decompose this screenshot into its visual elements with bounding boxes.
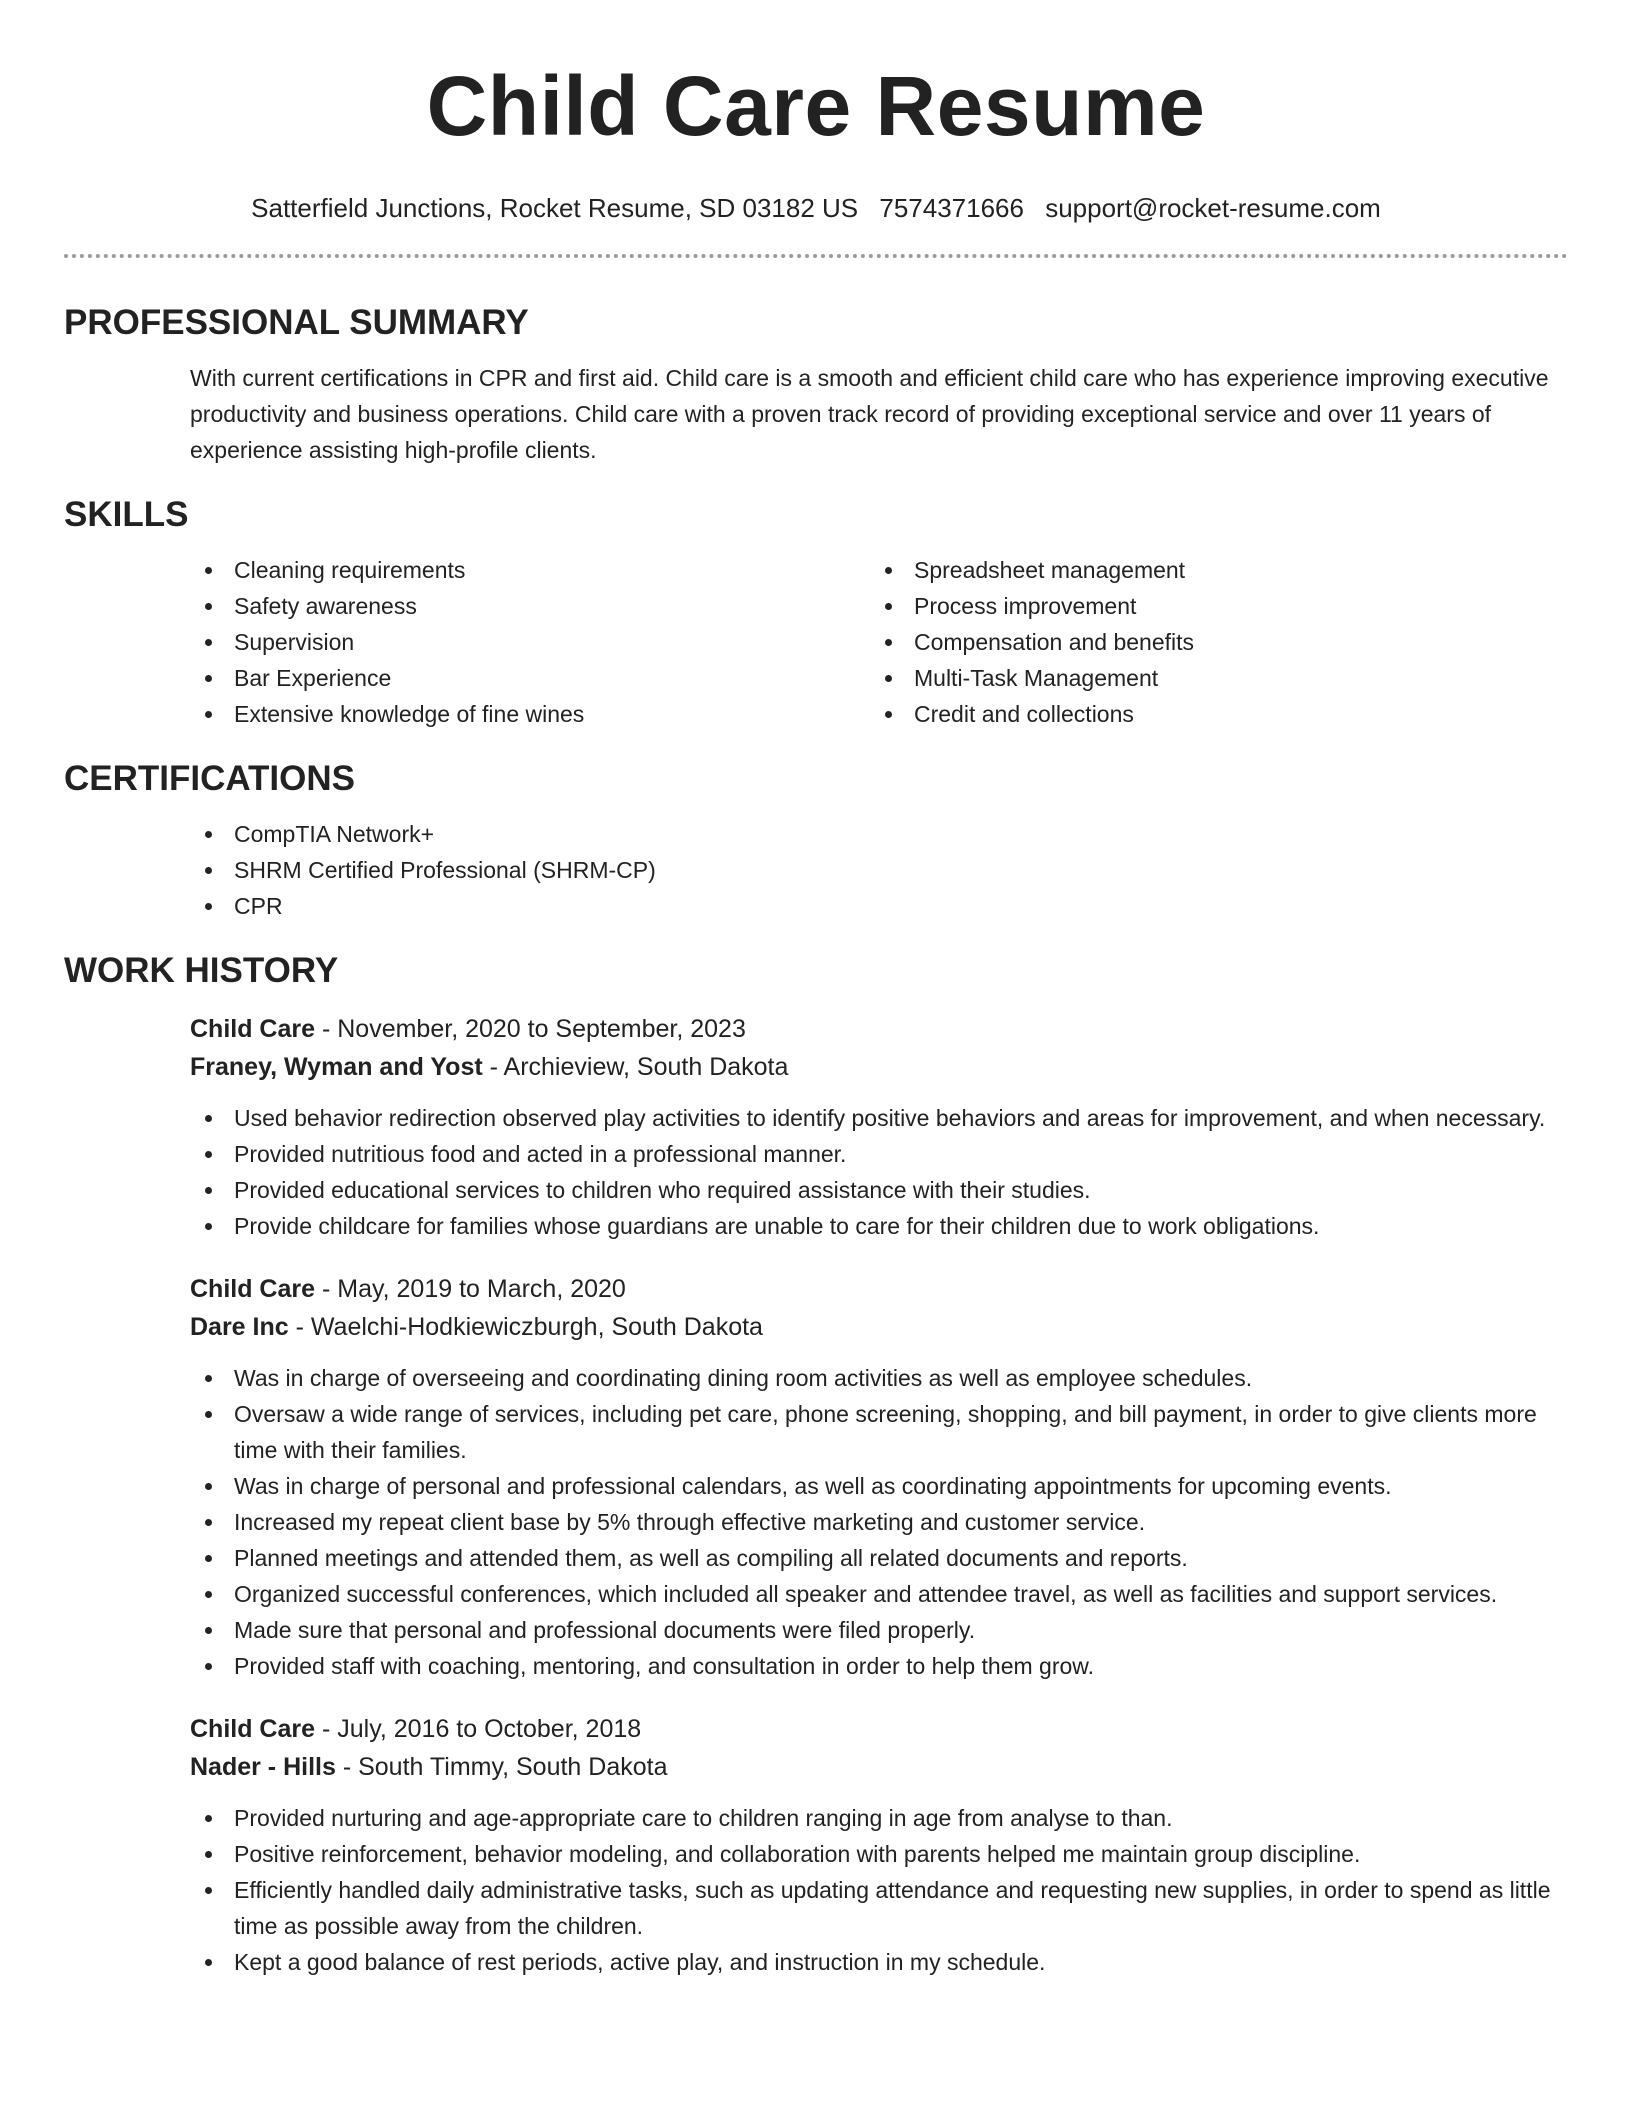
skill-item: Cleaning requirements bbox=[190, 552, 870, 588]
job-bullet: Was in charge of overseeing and coordinating dining room activities as well as employee schedules. bbox=[190, 1360, 1568, 1396]
job-title-line bbox=[190, 1010, 1568, 1048]
job-company-line bbox=[190, 1048, 1568, 1086]
job-entry bbox=[190, 1710, 1568, 1980]
job-dates: - July, 2016 to October, 2018 bbox=[315, 1715, 642, 1743]
skills-columns bbox=[190, 552, 1568, 732]
certifications-bullets bbox=[190, 816, 1568, 924]
job-company: Franey, Wyman and Yost bbox=[190, 1053, 483, 1081]
certifications-list bbox=[64, 816, 1568, 924]
job-bullet: Provide childcare for families whose guardians are unable to care for their children due to work obligations. bbox=[190, 1208, 1568, 1244]
summary-heading: PROFESSIONAL SUMMARY bbox=[64, 303, 529, 342]
header-divider bbox=[64, 254, 1568, 258]
skill-item: Multi-Task Management bbox=[870, 660, 1568, 696]
skill-item: Credit and collections bbox=[870, 696, 1568, 732]
certifications-heading: CERTIFICATIONS bbox=[64, 759, 356, 798]
job-bullet: Provided educational services to children who required assistance with their studies. bbox=[190, 1172, 1568, 1208]
job-location: - Waelchi-Hodkiewiczburgh, South Dakota bbox=[288, 1313, 763, 1341]
certification-item: CPR bbox=[190, 888, 1568, 924]
job-dates: - November, 2020 to September, 2023 bbox=[315, 1015, 746, 1043]
job-bullets bbox=[190, 1360, 1568, 1684]
job-location: - Archieview, South Dakota bbox=[482, 1053, 789, 1081]
skills-column-left bbox=[190, 552, 870, 732]
job-bullet: Positive reinforcement, behavior modeling, and collaboration with parents helped me maintain group discipline. bbox=[190, 1836, 1568, 1872]
skill-item: Extensive knowledge of fine wines bbox=[190, 696, 870, 732]
skill-item: Safety awareness bbox=[190, 588, 870, 624]
job-bullets bbox=[190, 1800, 1568, 1980]
skill-item: Compensation and benefits bbox=[870, 624, 1568, 660]
contact-phone: 7574371666 bbox=[879, 193, 1024, 223]
skills-heading: SKILLS bbox=[64, 495, 189, 534]
job-company-line bbox=[190, 1748, 1568, 1786]
work-history-list bbox=[64, 1010, 1568, 1980]
job-bullet: Made sure that personal and professional documents were filed properly. bbox=[190, 1612, 1568, 1648]
job-bullet: Efficiently handled daily administrative tasks, such as updating attendance and requesting new supplies, in order to spend as little time as possible away from the children. bbox=[190, 1872, 1568, 1944]
contact-address: Satterfield Junctions, Rocket Resume, SD 03182 US bbox=[251, 193, 859, 223]
job-bullet: Was in charge of personal and professional calendars, as well as coordinating appointments for upcoming events. bbox=[190, 1468, 1568, 1504]
skills-list bbox=[64, 552, 1568, 732]
job-bullet: Used behavior redirection observed play activities to identify positive behaviors and areas for improvement, and when necessary. bbox=[190, 1100, 1568, 1136]
job-company: Dare Inc bbox=[190, 1313, 289, 1341]
job-bullets bbox=[190, 1100, 1568, 1244]
job-bullet: Increased my repeat client base by 5% through effective marketing and customer service. bbox=[190, 1504, 1568, 1540]
job-title-line bbox=[190, 1270, 1568, 1308]
job-bullet: Organized successful conferences, which included all speaker and attendee travel, as well as facilities and support services. bbox=[190, 1576, 1568, 1612]
contact-line bbox=[64, 192, 1568, 224]
skills-column-right bbox=[870, 552, 1568, 732]
certification-item: CompTIA Network+ bbox=[190, 816, 1568, 852]
skill-item: Spreadsheet management bbox=[870, 552, 1568, 588]
summary-text: With current certifications in CPR and first aid. Child care is a smooth and efficient child care who has experience improving executive productivity and business operations. Child care with a proven track record of providing exceptional service and over 11 years of experience assisting high-profile clients. bbox=[190, 365, 1549, 463]
job-bullet: Oversaw a wide range of services, including pet care, phone screening, shopping, and bill payment, in order to give clients more time with their families. bbox=[190, 1396, 1568, 1468]
work-history-heading: WORK HISTORY bbox=[64, 951, 339, 990]
skill-item: Bar Experience bbox=[190, 660, 870, 696]
job-bullet: Kept a good balance of rest periods, active play, and instruction in my schedule. bbox=[190, 1944, 1568, 1980]
skill-item: Process improvement bbox=[870, 588, 1568, 624]
job-location: - South Timmy, South Dakota bbox=[335, 1753, 668, 1781]
job-bullet: Planned meetings and attended them, as well as compiling all related documents and reports. bbox=[190, 1540, 1568, 1576]
resume-title: Child Care Resume bbox=[426, 59, 1206, 153]
job-entry bbox=[190, 1270, 1568, 1684]
job-company: Nader - Hills bbox=[190, 1753, 336, 1781]
skill-item: Supervision bbox=[190, 624, 870, 660]
job-bullet: Provided staff with coaching, mentoring, and consultation in order to help them grow. bbox=[190, 1648, 1568, 1684]
job-bullet: Provided nurturing and age-appropriate care to children ranging in age from analyse to than. bbox=[190, 1800, 1568, 1836]
certification-item: SHRM Certified Professional (SHRM-CP) bbox=[190, 852, 1568, 888]
job-title: Child Care bbox=[190, 1715, 316, 1743]
job-entry bbox=[190, 1010, 1568, 1244]
job-title-line bbox=[190, 1710, 1568, 1748]
job-title: Child Care bbox=[190, 1015, 316, 1043]
job-bullet: Provided nutritious food and acted in a professional manner. bbox=[190, 1136, 1568, 1172]
job-title: Child Care bbox=[190, 1275, 316, 1303]
contact-email: support@rocket-resume.com bbox=[1045, 193, 1381, 223]
job-company-line bbox=[190, 1308, 1568, 1346]
job-dates: - May, 2019 to March, 2020 bbox=[315, 1275, 626, 1303]
